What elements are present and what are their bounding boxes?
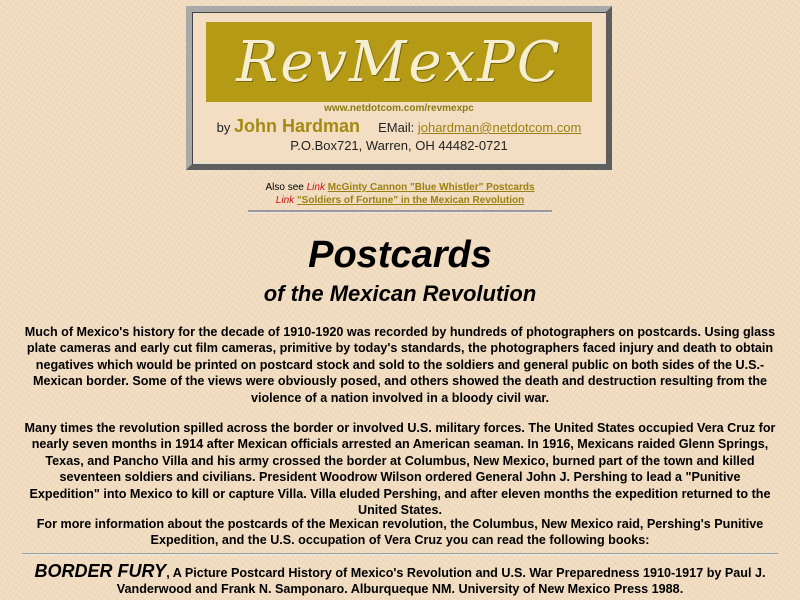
intro-paragraph: Much of Mexico's history for the decade of 1910-1920 was recorded by hundreds of photographers on postcards. Using glass plate cameras and early cut film cameras, primitive by today's standards, the photographers faced injury and death to obtain negatives which would be printed on postcard stock and sold to the soldiers and general public on both sides of the U.S.-Mexican border. Some of the views were obviously posed, and others showed the death and destruction resulting from the violence of a nation involved in a bloody civil war. bbox=[24, 325, 776, 405]
book-description: , A Picture Postcard History of Mexico's Revolution and U.S. War Preparedness 1910-1917 by Paul J. Vanderwood and Frank N. Samponaro. Alburqueque NM. University of New Mexico Press 1988. bbox=[116, 566, 766, 597]
link-tag: Link bbox=[306, 182, 325, 193]
soldiers-of-fortune-link[interactable]: "Soldiers of Fortune" in the Mexican Revolution bbox=[296, 195, 525, 206]
book-title: BORDER FURY bbox=[34, 561, 167, 581]
history-paragraph: Many times the revolution spilled across the border or involved U.S. military forces. The United States occupied Vera Cruz for nearly seven months in 1914 after Mexican officials arrested an American seaman. In 1916, Mexicans raided Glenn Springs, Texas, and Pancho Villa and his army crossed the border at Columbus, New Mexico, burned part of the town and killed seventeen soldiers and civilians. President Woodrow Wilson ordered General John J. Pershing to lead a "Punitive Expedition" into Mexico to kill or capture Villa. Villa eluded Pershing, and after eleven months the expedition returned to the United States. bbox=[24, 421, 776, 518]
books-intro-paragraph: For more information about the postcards of the Mexican revolution, the Columbus, New Mexico raid, Pershing's Punitive Expedition, and the U.S. occupation of Vera Cruz you can read the following books: bbox=[36, 517, 764, 548]
mcginty-cannon-link[interactable]: McGinty Cannon "Blue Whistler" Postcards bbox=[327, 182, 535, 193]
book-entry bbox=[24, 563, 776, 598]
site-url: www.netdotcom.com/revmexpc bbox=[324, 103, 474, 114]
page-title: Postcards bbox=[308, 234, 492, 276]
page-subtitle: of the Mexican Revolution bbox=[263, 281, 537, 306]
also-see-intro: Also see bbox=[265, 182, 304, 193]
divider bbox=[22, 553, 778, 555]
author-name: John Hardman bbox=[234, 116, 361, 136]
postal-address: P.O.Box721, Warren, OH 44482-0721 bbox=[290, 138, 508, 153]
link-tag: Link bbox=[275, 195, 295, 206]
by-label: by bbox=[216, 120, 231, 135]
also-see-links bbox=[0, 181, 800, 207]
email-label: EMail: bbox=[378, 120, 415, 135]
divider bbox=[248, 210, 552, 213]
revmexpc-logo: RevMexPC bbox=[206, 22, 592, 102]
byline bbox=[186, 116, 612, 137]
email-link[interactable]: johardman@netdotcom.com bbox=[417, 120, 582, 135]
